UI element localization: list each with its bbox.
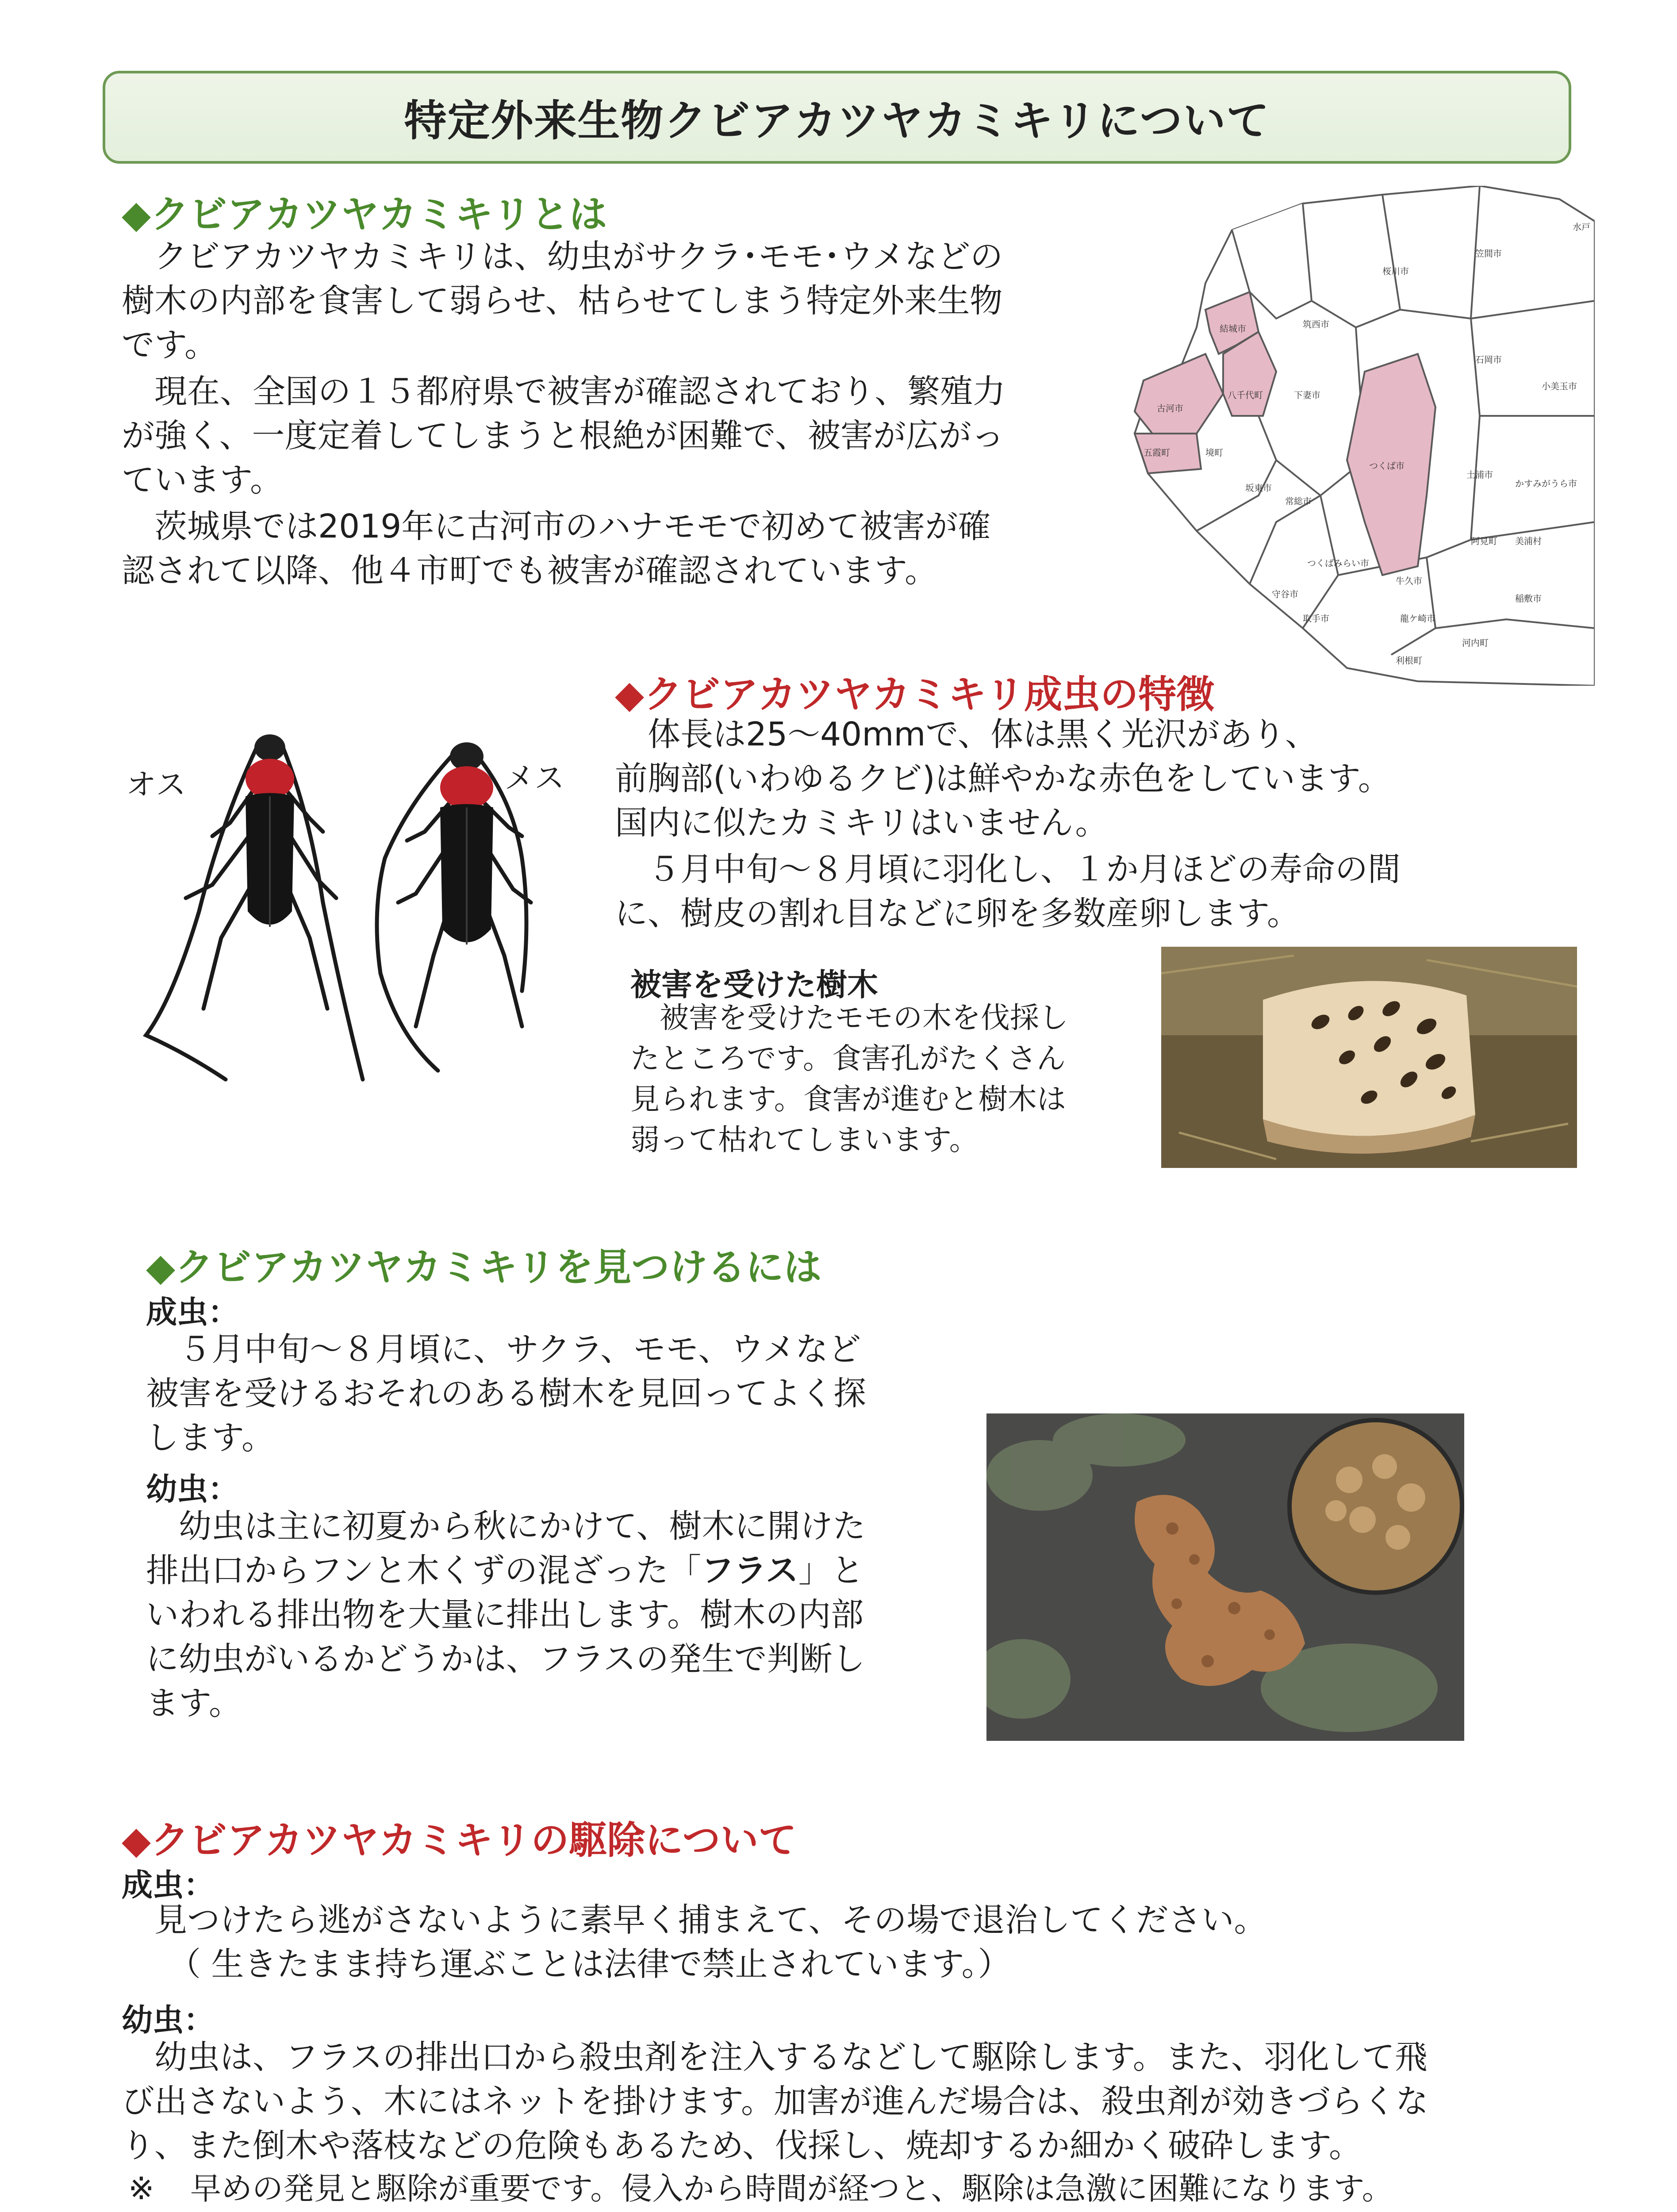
- adult-paragraph-1: 体長は25～40mmで、体は黒く光沢があり、 前胸部(いわゆるクビ)は鮮やかな赤色をしています。 国内に似たカミキリはいません。: [615, 715, 1391, 842]
- svg-text:小美玉市: 小美玉市: [1542, 381, 1577, 392]
- damaged-tree-title: 被害を受けた樹木: [630, 967, 878, 1003]
- note-mark-2: [128, 2210, 154, 2212]
- svg-text:阿見町: 阿見町: [1471, 536, 1497, 546]
- removal-adult-note: （ 生きたまま持ち運ぶことは法律で禁止されています。）: [168, 1945, 1011, 1983]
- ibaraki-map: [1117, 186, 1595, 686]
- svg-text:古河市: 古河市: [1157, 403, 1183, 414]
- intro-paragraph-3: 茨城県では2019年に古河市のハナモモで初めて被害が確 認されて以降、他４市町でも被害が確認されています。: [122, 507, 991, 590]
- svg-text:かすみがうら市: かすみがうら市: [1515, 478, 1577, 489]
- find-adult-text: ５月中旬～８月頃に、サクラ、モモ、ウメなど 被害を受けるおそれのある樹木を見回ってよく探 します。: [146, 1330, 866, 1457]
- svg-text:稲敷市: 稲敷市: [1515, 593, 1542, 604]
- removal-heading: ◆クビアカツヤカミキリの駆除について: [122, 1818, 797, 1863]
- svg-text:笠間市: 笠間市: [1475, 248, 1502, 259]
- svg-text:つくばみらい市: つくばみらい市: [1307, 558, 1369, 568]
- intro-paragraph-2: 現在、全国の１５都府県で被害が確認されており、繁殖力 が強く、一度定着してしまうと根絶が困難で、被害が広がっ ています。: [122, 373, 1005, 499]
- damaged-tree-photo: [1161, 947, 1577, 1168]
- removal-adult-label: 成虫：: [122, 1867, 215, 1903]
- svg-text:常総市: 常総市: [1285, 496, 1312, 507]
- svg-text:筑西市: 筑西市: [1303, 319, 1329, 330]
- svg-text:取手市: 取手市: [1303, 613, 1329, 624]
- svg-text:桜川市: 桜川市: [1382, 266, 1409, 276]
- removal-larva-label: 幼虫：: [122, 2002, 215, 2038]
- svg-text:利根町: 利根町: [1396, 655, 1422, 666]
- note-1: 早めの発見と駆除が重要です。侵入から時間が経つと、駆除は急激に困難になります。: [190, 2170, 1393, 2207]
- find-heading: ◆クビアカツヤカミキリを見つけるには: [146, 1245, 822, 1290]
- note-mark-1: ※: [128, 2170, 154, 2207]
- damaged-tree-text: 被害を受けたモモの木を伐採し たところです。食害孔がたくさん 見られます。食害が進むと樹木は 弱って枯れてしまいます。: [630, 1001, 1068, 1157]
- svg-text:五霞町: 五霞町: [1144, 447, 1170, 458]
- svg-text:下妻市: 下妻市: [1294, 390, 1320, 400]
- frass-term: フラス: [701, 1551, 798, 1590]
- female-label: メス: [504, 761, 565, 796]
- svg-text:八千代町: 八千代町: [1228, 390, 1263, 400]
- svg-text:つくば市: つくば市: [1369, 461, 1405, 471]
- find-larva-text-1: 幼虫は主に初夏から秋にかけて、樹木に開けた 排出口からフンと木くずの混ざった「: [146, 1507, 866, 1590]
- frass-photo: [986, 1413, 1464, 1741]
- intro-paragraph-1: クビアカツヤカミキリは、幼虫がサクラ･モモ･ウメなどの 樹木の内部を食害して弱らせ、枯らせてしまう特定外来生物 です。: [122, 238, 1003, 364]
- svg-text:水戸: 水戸: [1573, 222, 1590, 232]
- svg-text:石岡市: 石岡市: [1475, 354, 1502, 365]
- intro-heading: ◆クビアカツヤカミキリとは: [122, 192, 607, 237]
- adult-heading: ◆クビアカツヤカミキリ成虫の特徴: [615, 672, 1215, 717]
- svg-text:坂東市: 坂東市: [1245, 483, 1272, 493]
- find-larva-text-2: 」と いわれる排出物を大量に排出します。樹木の内部 に幼虫がいるかどうかは、フラスの発生で判断し ます。: [146, 1551, 865, 1722]
- find-larva-label: 幼虫：: [146, 1471, 239, 1507]
- male-label: オス: [126, 768, 186, 803]
- find-adult-label: 成虫：: [146, 1294, 239, 1330]
- adult-paragraph-2: ５月中旬～８月頃に羽化し、１か月ほどの寿命の間 に、樹皮の割れ目などに卵を多数産卵します。: [615, 850, 1401, 933]
- beetle-illustration: [133, 690, 588, 1088]
- svg-text:結城市: 結城市: [1220, 323, 1246, 334]
- title-banner: [103, 71, 1571, 164]
- note-2: [190, 2210, 1584, 2212]
- find-larva-text: [146, 1504, 1009, 1725]
- page-title: 特定外来生物クビアカツヤカミキリについて: [404, 96, 1270, 146]
- svg-text:龍ケ崎市: 龍ケ崎市: [1400, 613, 1435, 624]
- removal-adult-text: 見つけたら逃がさないように素早く捕まえて、その場で退治してください。: [122, 1901, 1267, 1939]
- svg-text:美浦村: 美浦村: [1515, 536, 1542, 546]
- svg-text:土浦市: 土浦市: [1466, 469, 1493, 480]
- removal-larva-text: 幼虫は、フラスの排出口から殺虫剤を注入するなどして駆除します。また、羽化して飛 び出さないよう、木にはネットを掛けます。加害が進んだ場合は、殺虫剤が効きづらくな り、また倒木や落枝などの危険もあるため、伐採し、焼却するか細かく破砕します。: [122, 2038, 1429, 2165]
- svg-text:牛久市: 牛久市: [1396, 576, 1422, 586]
- svg-text:境町: 境町: [1205, 447, 1223, 458]
- svg-text:守谷市: 守谷市: [1272, 589, 1298, 599]
- svg-text:河内町: 河内町: [1462, 637, 1489, 648]
